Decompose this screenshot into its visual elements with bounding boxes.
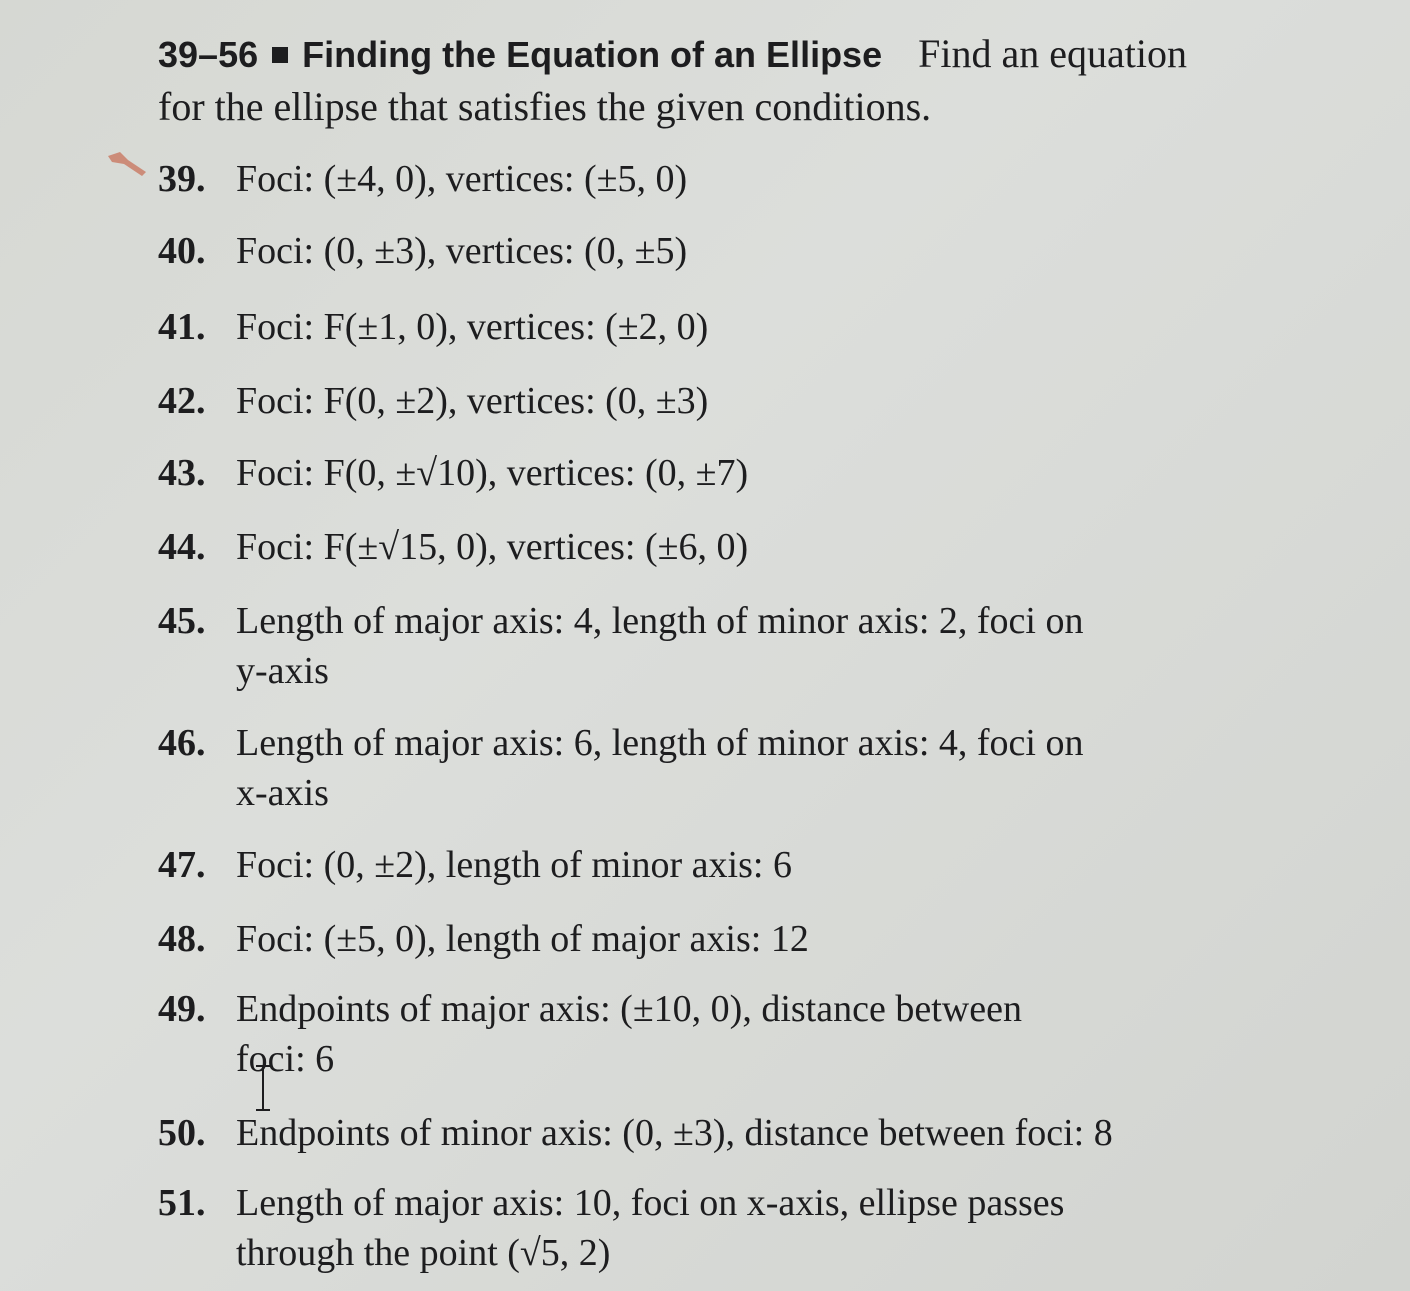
problem-text: Length of major axis: 6, length of minor axis: 4, foci on x-axis [236,722,1084,814]
problem-number: 51. [158,1182,206,1224]
problem-48 [158,914,1258,964]
problem-number: 39. [158,158,206,200]
problem-text: Foci: (0, ±3), vertices: (0, ±5) [236,230,688,272]
problem-text: Foci: (0, ±2), length of minor axis: 6 [236,844,792,886]
problem-text: Endpoints of minor axis: (0, ±3), distance between foci: 8 [236,1112,1113,1154]
problem-text: Length of major axis: 4, length of minor axis: 2, foci on y-axis [236,600,1084,692]
text-cursor-icon [252,1064,274,1112]
problem-39 [158,154,1258,204]
problem-number: 45. [158,600,206,642]
problem-text: Length of major axis: 10, foci on x-axis, ellipse passes through the point (√5, 2) [236,1182,1065,1274]
problem-42 [158,376,1258,426]
problem-50 [158,1108,1258,1158]
problem-number: 48. [158,918,206,960]
problem-45 [158,596,1258,696]
problem-46 [158,718,1258,818]
problem-text: Foci: (±5, 0), length of major axis: 12 [236,918,809,960]
problem-51 [158,1178,1258,1278]
pencil-check-mark-icon [106,150,150,180]
problem-number: 44. [158,526,206,568]
problem-number: 46. [158,722,206,764]
problem-number: 43. [158,452,206,494]
square-bullet-icon [272,47,288,63]
problem-43 [158,448,1258,498]
problem-number: 42. [158,380,206,422]
problem-text: Foci: F(±√15, 0), vertices: (±6, 0) [236,526,749,568]
section-title: Finding the Equation of an Ellipse [302,34,883,75]
problem-47 [158,840,1258,890]
problem-number: 47. [158,844,206,886]
problem-40 [158,226,1258,276]
problem-49 [158,984,1258,1084]
problem-text: Foci: F(0, ±2), vertices: (0, ±3) [236,380,709,422]
problem-text: Foci: F(0, ±√10), vertices: (0, ±7) [236,452,749,494]
problem-number: 50. [158,1112,206,1154]
section-heading [158,28,1278,133]
problem-number: 49. [158,988,206,1030]
problem-text: Foci: F(±1, 0), vertices: (±2, 0) [236,306,709,348]
problem-text: Endpoints of major axis: (±10, 0), distance between foci: 6 [236,988,1022,1080]
problem-number: 40. [158,230,206,272]
problem-41 [158,302,1258,352]
instruction-line-1: Find an equation [918,31,1187,76]
exercise-range: 39–56 [158,34,259,75]
problem-number: 41. [158,306,206,348]
problem-44 [158,522,1258,572]
instruction-line-2: for the ellipse that satisfies the given conditions. [158,84,932,129]
problem-text: Foci: (±4, 0), vertices: (±5, 0) [236,158,688,200]
